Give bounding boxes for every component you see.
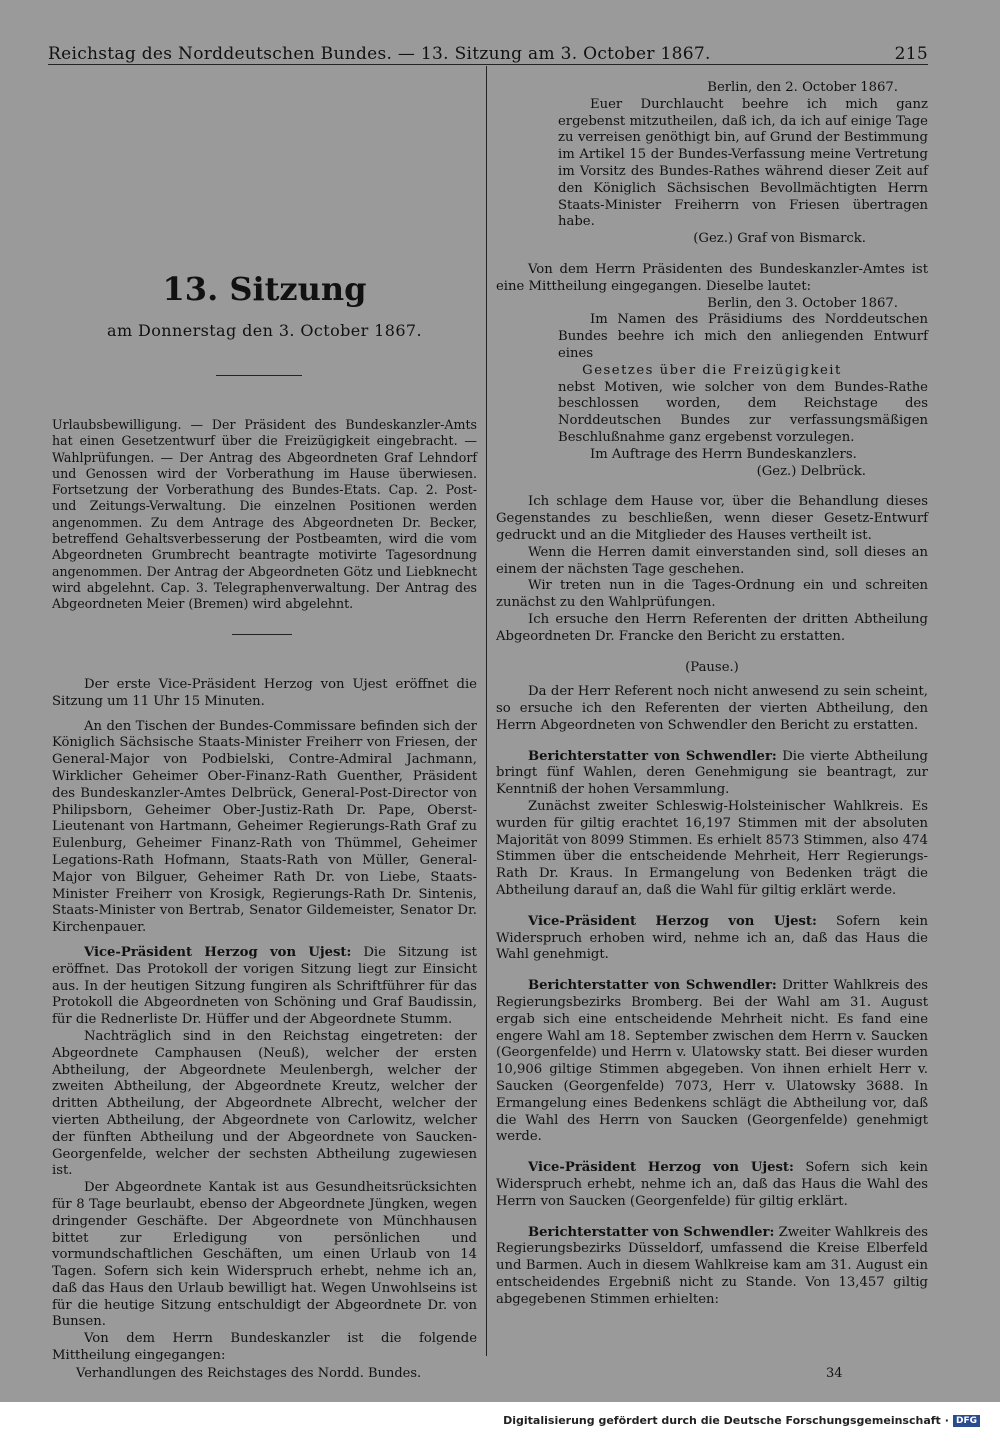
paragraph: Ich schlage dem Hause vor, über die Behandlung dieses Gegenstandes zu beschließen, wenn dieser Gesetz-Entwurf gedruckt und an die Mitglieder des Hauses vertheilt ist. (496, 494, 928, 543)
column-divider (486, 66, 487, 1356)
speaker-name: Berichterstatter von Schwendler: (528, 748, 777, 764)
speech-paragraph (496, 978, 928, 1146)
dfg-logo-icon: DFG (953, 1415, 980, 1427)
letter-body: Im Namen des Präsidiums des Norddeutschen Bundes beehre ich mich den anliegenden Entwurf eines (558, 312, 928, 361)
paragraph: Zunächst zweiter Schleswig-Holsteinischer Wahlkreis. Es wurden für giltig erachtet 16,197 Stimmen mit der absoluten Majorität von 8099 Stimmen. Es erhielt 8573 Stimmen, also 474 Stimmen über die entscheidende Mehrheit, Herr Regierungs-Rath Dr. Kraus. In Ermangelung von Bedenken trägt die Abtheilung darauf an, daß die Wahl für giltig erklärt werde. (496, 799, 928, 899)
opening-paragraph: Der erste Vice-Präsident Herzog von Ujest eröffnet die Sitzung um 11 Uhr 15 Minuten. (52, 677, 477, 709)
dfg-credit (503, 1414, 980, 1427)
paragraph: Da der Herr Referent noch nicht anwesend zu sein scheint, so ersuche ich den Referenten der vierten Abtheilung, den Herrn Abgeordneten von Schwendler den Bericht zu erstatten. (496, 684, 928, 733)
commissioners-paragraph: An den Tischen der Bundes-Commissare befinden sich der Königlich Sächsische Staats-Minister Freiherr von Friesen, der General-Major von Podbielski, Contre-Admiral Jachmann, Wirklicher Geheimer Ober-Finanz-Rath Guenther, Präsident des Bundeskanzler-Amtes Delbrück, General-Post-Director von Philipsborn, Geheimer Ober-Justiz-Rath Dr. Pape, Oberst-Lieutenant von Hartmann, Geheimer Regierungs-Rath Graf zu Eulenburg, Geheimer Finanz-Rath von Thümmel, Geheimer Legations-Rath Hofmann, Staats-Rath von Müller, General-Major von Bilguer, Geheimer Rath Dr. von Liebe, Staats-Minister Freiherr von Krosigk, Regierungs-Rath Dr. Sintenis, Staats-Minister von Bertrab, Senator Gildemeister, Senator Dr. Kirchenpauer. (52, 718, 477, 936)
letter-date: Berlin, den 2. October 1867. (707, 80, 898, 95)
speech-paragraph (496, 914, 928, 964)
speech-text: Dritter Wahlkreis des Regierungsbezirks Bromberg. Bei der Wahl am 31. August ergab sich eine entscheidende Mehrheit nicht. Es fand eine engere Wahl am 18. September zwischen dem Herrn v. Saucken (Georgenfelde) und Herrn v. Ulatowsky statt. Bei dieser wurden 10,906 giltige Stimmen abgegeben. Von ihnen erhielt Herr v. Saucken (Georgenfelde) 7073, Herr v. Ulatowsky 3688. In Ermangelung eines Bedenkens schlägt die Abtheilung vor, daß die Wahl des Herrn von Saucken (Georgenfelde) genehmigt werde. (496, 978, 929, 1145)
communication-paragraph: Von dem Herrn Bundeskanzler ist die folgende Mittheilung eingegangen: (52, 1331, 477, 1364)
signature-mark: 34 (826, 1366, 843, 1381)
speaker-name: Berichterstatter von Schwendler: (528, 978, 777, 994)
letter-signature: (Gez.) Graf von Bismarck. (693, 231, 866, 247)
law-title: Gesetzes über die Freizügigkeit (582, 362, 842, 378)
right-column (496, 80, 928, 1309)
separator-dot: · (944, 1414, 949, 1427)
speech-paragraph (496, 749, 928, 799)
speech-text: Die vierte Abtheilung bringt fünf Wahlen, deren Genehmigung sie beantragt, zur Kenntniß der hohen Versammlung. (496, 748, 928, 798)
paragraph: Wenn die Herren damit einverstanden sind, soll dieses an einem der nächsten Tage geschehen. (496, 544, 928, 577)
page-number: 215 (894, 44, 928, 64)
speech-text: Sofern kein Widerspruch erhoben wird, nehme ich an, daß das Haus die Wahl genehmigt. (496, 913, 928, 963)
running-header (48, 34, 928, 64)
paragraph: Wir treten nun in die Tages-Ordnung ein und schreiten zunächst zu den Wahlprüfungen. (496, 578, 928, 611)
speech-paragraph (496, 1160, 928, 1210)
leave-paragraph: Der Abgeordnete Kantak ist aus Gesundheitsrücksichten für 8 Tage beurlaubt, ebenso der Abgeordnete Jüngken, wegen dringender Geschäfte. Der Abgeordnete von Münchhausen bittet zur Erledigung von persönlichen und vormundschaftlichen Geschäften, um einen Urlaub von 14 Tagen. Sofern sich kein Widerspruch erhebt, nehme ich an, daß das Haus den Urlaub bewilligt hat. Wegen Unwohlseins ist für die heutige Sitzung entschuldigt der Abgeordnete Dr. von Bunsen. (52, 1180, 477, 1330)
header-rule (48, 64, 928, 65)
speech-paragraph (52, 945, 477, 1029)
speaker-name: Vice-Präsident Herzog von Ujest: (528, 1160, 794, 1176)
paragraph: Ich ersuche den Herrn Referenten der dritten Abtheilung Abgeordneten Dr. Francke den Bericht zu erstatten. (496, 611, 928, 644)
speech-text: Sofern sich kein Widerspruch erhebt, nehme ich an, daß das Haus die Wahl des Herrn von Saucken (Georgenfelde) für giltig erklärt. (496, 1160, 928, 1209)
summary-rule (232, 634, 292, 635)
speaker-name: Vice-Präsident Herzog von Ujest: (84, 944, 352, 960)
speech-paragraph (496, 1225, 928, 1309)
credit-text: Digitalisierung gefördert durch die Deutsche Forschungsgemeinschaft (503, 1414, 941, 1427)
session-subtitle: am Donnerstag den 3. October 1867. (107, 321, 422, 340)
title-rule (216, 375, 302, 376)
letter-body: nebst Motiven, wie solcher von dem Bundes-Rathe beschlossen worden, dem Reichstage des Norddeutschen Bundes zur verfassungsmäßigen Beschlußnahme ganz ergebenst vorzulegen. (558, 379, 928, 445)
letter-signature: (Gez.) Delbrück. (756, 463, 866, 479)
speaker-name: Berichterstatter von Schwendler: (528, 1224, 775, 1240)
session-title: 13. Sitzung (162, 270, 367, 308)
speaker-name: Vice-Präsident Herzog von Ujest: (528, 913, 817, 929)
speech-text: Zweiter Wahlkreis des Regierungsbezirks Düsseldorf, umfassend die Kreise Elberfeld und Barmen. Auch in diesem Wahlkreise kam am 31. August ein entscheidendes Ergebniß nicht zu Stande. Von 13,457 giltig abgegebenen Stimmen erhielten: (496, 1224, 928, 1307)
speech-text: Die Sitzung ist eröffnet. Das Protokoll der vorigen Sitzung liegt zur Einsicht aus. In der heutigen Sitzung fungiren als Schriftführer für das Protokoll die Abgeordneten von Schöning und Graf Baudissin, für die Rednerliste Dr. Hüffer und der Abgeordnete Stumm. (52, 944, 477, 1028)
left-column (52, 677, 477, 1365)
members-paragraph: Nachträglich sind in den Reichstag eingetreten: der Abgeordnete Camphausen (Neuß), welcher der ersten Abtheilung, der Abgeordnete Meulenbergh, welcher der zweiten Abtheilung, der Abgeordnete Kreutz, welcher der dritten Abtheilung, der Abgeordnete Albrecht, welcher der vierten Abtheilung, der Abgeordnete von Carlowitz, welcher der fünften Abtheilung und der Abgeordnete von Saucken-Georgenfelde, welcher der sechsten Abtheilung zugewiesen ist. (52, 1028, 477, 1179)
session-summary (52, 417, 477, 613)
pause-note: (Pause.) (685, 659, 739, 675)
summary-text: Urlaubsbewilligung. — Der Präsident des Bundeskanzler-Amts hat einen Gesetzentwurf über die Freizügigkeit eingebracht. — Wahlprüfungen. — Der Antrag des Abgeordneten Graf Lehndorf und Genossen wird der Vorberathung im Hause überwiesen. Fortsetzung der Vorberathung des Bundes-Etats. Cap. 2. Post- und Zeitungs-Verwaltung. Die einzelnen Positionen werden angenommen. Zu dem Antrage des Abgeordneten Dr. Becker, betreffend Gehaltsverbesserung der Postbeamten, wird die vom Abgeordneten Grumbrecht beantragte motivirte Tagesordnung angenommen. Der Antrag der Abgeordneten Götz und Liebknecht wird abgelehnt. Cap. 3. Telegraphenverwaltung. Der Antrag des Abgeordneten Meier (Bremen) wird abgelehnt. (52, 417, 477, 612)
paragraph: Von dem Herrn Präsidenten des Bundeskanzler-Amtes ist eine Mittheilung eingegangen. Dieselbe lautet: (496, 261, 928, 294)
letter-date: Berlin, den 3. October 1867. (707, 295, 898, 311)
running-title: Reichstag des Norddeutschen Bundes. — 13. Sitzung am 3. October 1867. (48, 44, 711, 64)
footer-publication: Verhandlungen des Reichstages des Nordd. Bundes. (76, 1366, 422, 1381)
letter-body: Euer Durchlaucht beehre ich mich ganz ergebenst mitzutheilen, daß ich, da ich auf einige Tage zu verreisen genöthigt bin, auf Grund der Bestimmung im Artikel 15 der Bundes-Verfassung meine Vertretung im Vorsitz des Bundes-Rathes während dieser Zeit auf den Königlich Sächsischen Bevollmächtigten Herrn Staats-Minister Freiherrn von Friesen übertragen habe. (558, 96, 928, 230)
letter-line: Im Auftrage des Herrn Bundeskanzlers. (590, 446, 857, 462)
